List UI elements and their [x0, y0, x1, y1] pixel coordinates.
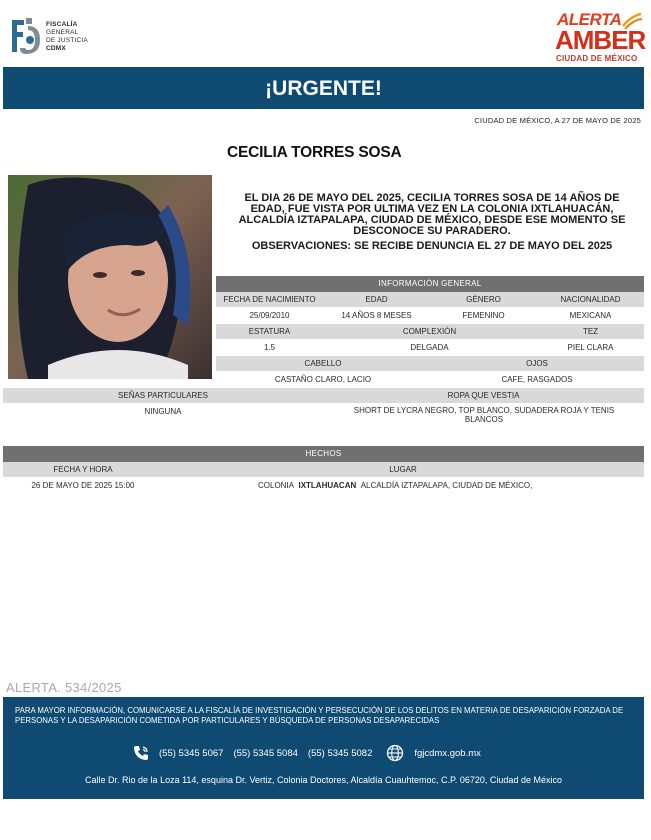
website-link[interactable]: fgjcdmx.gob.mx: [414, 747, 481, 759]
value-genero: FEMENINO: [462, 311, 505, 320]
info-row4-labels: [3, 388, 644, 403]
label-ropa: ROPA QUE VESTIA: [447, 391, 520, 400]
hechos-labels: [3, 462, 644, 477]
label-senas-particulares: SEÑAS PARTICULARES: [118, 391, 208, 400]
label-ojos: OJOS: [526, 359, 548, 368]
amber-logo-alerta: ALERTA: [557, 10, 622, 29]
info-row1-labels: [216, 292, 644, 307]
lugar-colonia: IXTLAHUACAN: [298, 481, 357, 490]
fgj-line2: GENERAL: [46, 29, 79, 36]
fgj-emblem-icon: [6, 16, 44, 58]
globe-icon: [386, 744, 404, 762]
info-row3-values: [216, 372, 644, 387]
fgj-line4: CDMX: [46, 45, 66, 52]
label-tez: TEZ: [582, 327, 599, 336]
lugar-pre: COLONIA: [258, 481, 295, 490]
value-cabello: CASTAÑO CLARO, LACIO: [274, 375, 372, 384]
phone-2[interactable]: (55) 5345 5084: [233, 747, 298, 759]
info-general-header: INFORMACIÓN GENERAL: [216, 276, 644, 292]
urgent-banner: ¡URGENTE!: [3, 67, 644, 109]
footer-info-text: PARA MAYOR INFORMACIÓN, COMUNICARSE A LA FISCALÍA DE INVESTIGACIÓN Y PERSECUCIÓN DE LOS DELITOS EN MATERIA DE DESAPARICIÓN FORZADA DE PERSONAS Y LA DESAPARICIÓN COMETIDA POR PARTICULARES Y BÚSQUEDA DE PERSONAS DESAPARECIDAS: [15, 706, 624, 725]
label-fecha-hora: FECHA Y HORA: [53, 465, 113, 474]
page-header: [0, 0, 651, 66]
label-fecha-nacimiento: FECHA DE NACIMIENTO: [223, 295, 316, 304]
info-row1-values: [216, 308, 644, 323]
value-edad: 14 AÑOS 8 MESES: [341, 311, 412, 320]
phone-icon: [133, 745, 149, 761]
value-ojos: CAFE, RASGADOS: [501, 375, 573, 384]
info-row4-values: [3, 404, 644, 428]
missing-person-photo: [8, 175, 212, 379]
fgj-logo-text: [46, 21, 88, 53]
incident-description: EL DIA 26 DE MAYO DEL 2025, CECILIA TORRES SOSA DE 14 AÑOS DE EDAD, FUE VISTA POR ULTIMA VEZ EN LA COLONIA IXTLAHUACÁN, ALCALDÍA IZTAPALAPA, CIUDAD DE MÉXICO, DESDE ESE MOMENTO SE DESCONOCE SU PARADERO.: [238, 192, 626, 237]
contact-footer: [3, 697, 644, 799]
fgj-line3: DE JUSTICIA: [46, 37, 88, 44]
lugar-post: ALCALDÍA IZTAPALAPA, CIUDAD DE MÉXICO,: [360, 481, 533, 490]
fgj-logo: [6, 16, 88, 58]
alert-number: ALERTA. 534/2025: [6, 680, 122, 695]
label-nacionalidad: NACIONALIDAD: [560, 295, 621, 304]
value-senas-particulares: NINGUNA: [144, 407, 182, 416]
alerta-amber-logo: [553, 10, 645, 66]
missing-person-name: CECILIA TORRES SOSA: [227, 144, 402, 161]
info-row2-labels: [216, 324, 644, 339]
info-row2-values: [216, 340, 644, 355]
phone-3[interactable]: (55) 5345 5082: [307, 747, 373, 759]
phone-1[interactable]: (55) 5345 5067: [159, 747, 224, 759]
fgj-line1: FISCALÍA: [46, 21, 78, 28]
label-edad: EDAD: [365, 295, 388, 304]
label-genero: GÉNERO: [466, 295, 501, 304]
value-lugar: [258, 478, 638, 493]
value-estatura: 1.5: [263, 343, 276, 352]
hechos-header: HECHOS: [3, 446, 644, 462]
hechos-values: [3, 478, 644, 493]
value-complexion: DELGADA: [410, 343, 449, 352]
value-ropa: SHORT DE LYCRA NEGRO, TOP BLANCO, SUDADERA ROJA Y TENIS BLANCOS: [353, 406, 615, 424]
value-tez: PIEL CLARA: [567, 343, 614, 352]
amber-logo-city: CIUDAD DE MÉXICO: [556, 54, 638, 63]
observaciones: OBSERVACIONES: SE RECIBE DENUNCIA EL 27 DE MAYO DEL 2025: [251, 240, 613, 252]
info-row3-labels: [216, 356, 644, 371]
amber-logo-amber: AMBER: [555, 25, 646, 55]
value-nacionalidad: MEXICANA: [569, 311, 612, 320]
dateline: CIUDAD DE MÉXICO, A 27 DE MAYO DE 2025: [474, 116, 641, 125]
value-fecha-hora: 26 DE MAYO DE 2025 15:00: [31, 481, 135, 490]
label-lugar: LUGAR: [389, 465, 417, 474]
contact-row: [133, 744, 481, 762]
label-complexion: COMPLEXIÓN: [402, 327, 457, 336]
value-fecha-nacimiento: 25/09/2010: [249, 311, 290, 320]
label-cabello: CABELLO: [304, 359, 342, 368]
label-estatura: ESTATURA: [248, 327, 291, 336]
footer-address: Calle Dr. Rio de la Loza 114, esquina Dr. Vertiz, Colonia Doctores, Alcaldía Cuauhtemoc, C.P. 06720, Ciudad de México: [85, 775, 562, 785]
